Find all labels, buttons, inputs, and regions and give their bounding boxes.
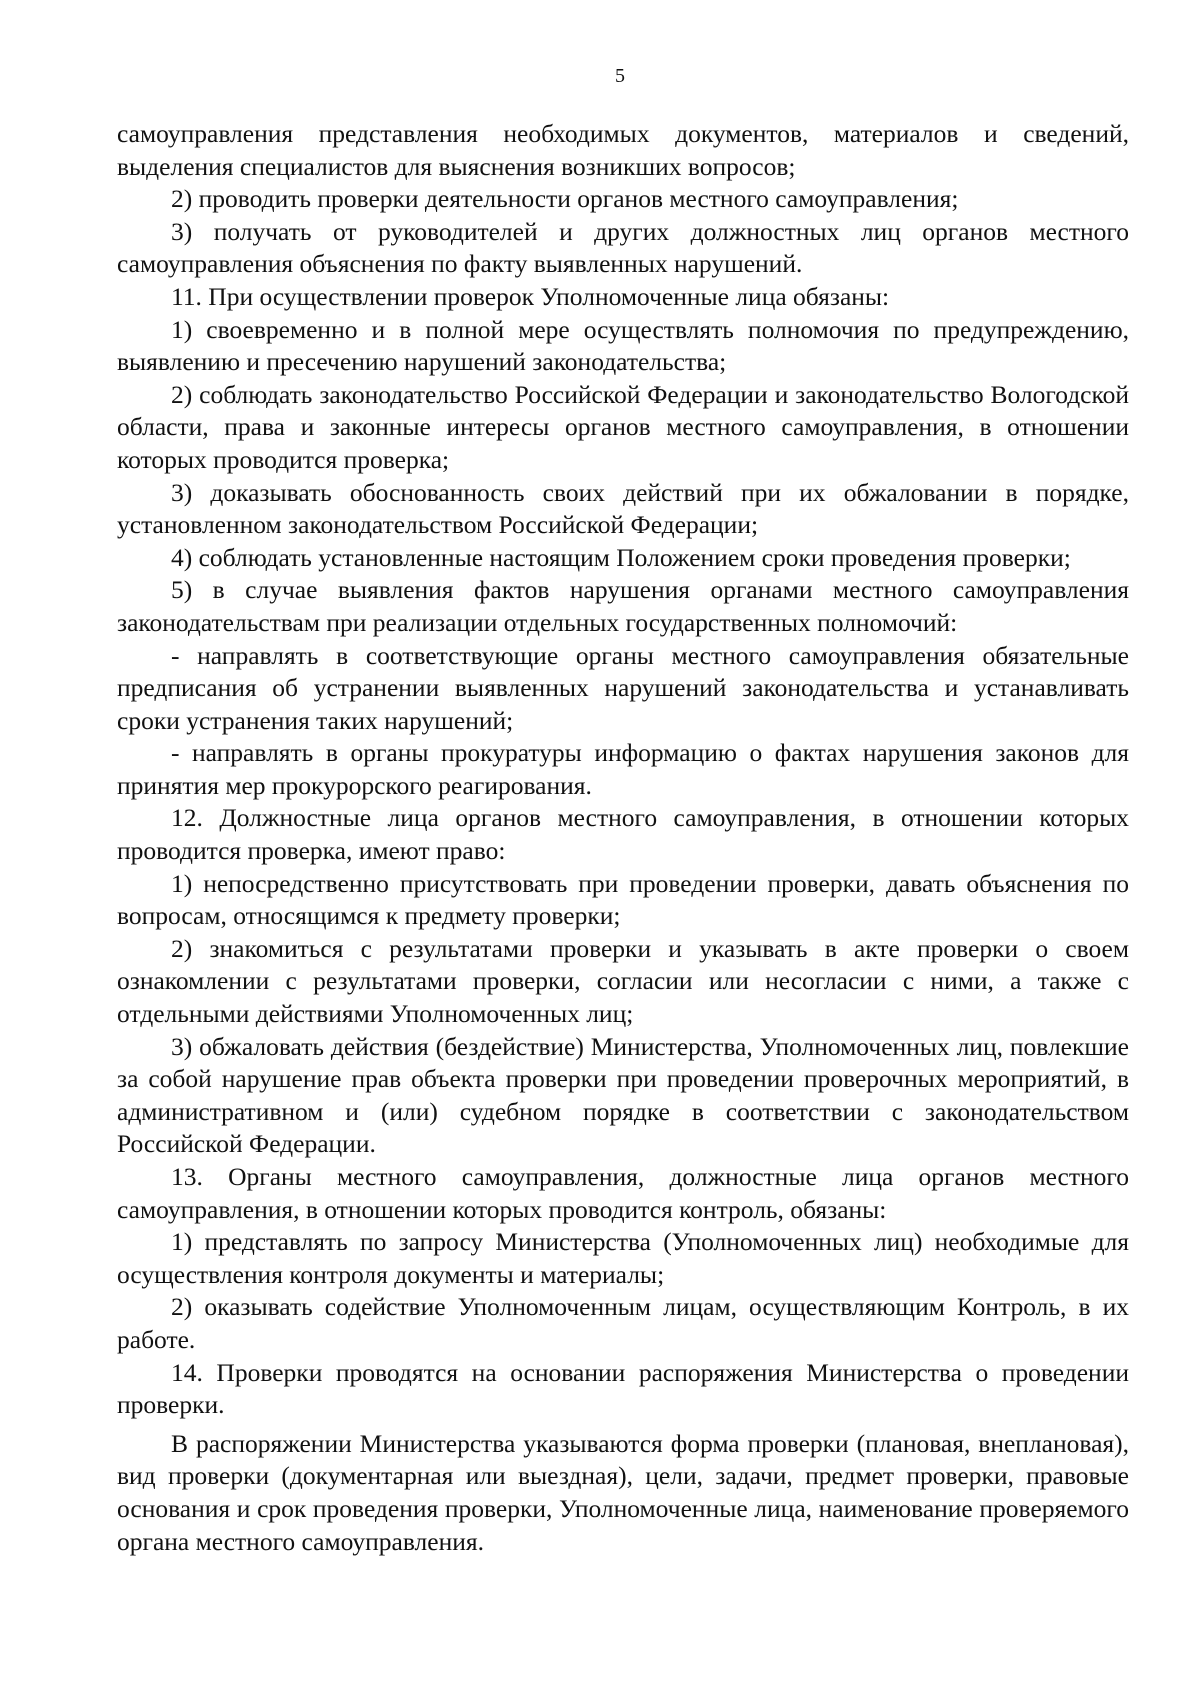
paragraph: В распоряжении Министерства указываются форма проверки (плановая, внеплановая), вид проверки (документарная или выездная), цели, задачи, предмет проверки, правовые основания и срок проведения проверки, Уполномоченные лица, наименование проверяемого органа местного самоуправления. xyxy=(117,1428,1129,1556)
paragraph: 4) соблюдать установленные настоящим Положением сроки проведения проверки; xyxy=(171,542,1071,572)
paragraph: 5) в случае выявления фактов нарушения органами местного самоуправления законодательствам при реализации отдельных государственных полномочий: xyxy=(117,575,1129,637)
page-number: 5 xyxy=(615,65,625,87)
paragraph: 3) обжаловать действия (бездействие) Министерства, Уполномоченных лиц, повлекшие за собой нарушение прав объекта проверки при проведении проверочных мероприятий, в административном и (или) судебном порядке в соответствии с законодательством Российской Федерации. xyxy=(117,1031,1129,1159)
paragraph: 11. При осуществлении проверок Уполномоченные лица обязаны: xyxy=(171,281,890,311)
paragraph: 2) оказывать содействие Уполномоченным лицам, осуществляющим Контроль, в их работе. xyxy=(117,1292,1129,1354)
paragraph: самоуправления представления необходимых документов, материалов и сведений, выделения специалистов для выяснения возникших вопросов; xyxy=(117,119,1129,181)
paragraph: 1) своевременно и в полной мере осуществлять полномочия по предупреждению, выявлению и пресечению нарушений законодательства; xyxy=(117,314,1129,377)
paragraph: - направлять в соответствующие органы местного самоуправления обязательные предписания об устранении выявленных нарушений законодательства и устанавливать сроки устранения таких нарушений; xyxy=(117,640,1129,735)
paragraph: 2) соблюдать законодательство Российской Федерации и законодательство Вологодской области, права и законные интересы органов местного самоуправления, в отношении которых проводится проверка; xyxy=(117,379,1129,474)
paragraph: 12. Должностные лица органов местного самоуправления, в отношении которых проводится проверка, имеют право: xyxy=(117,803,1129,866)
paragraph: - направлять в органы прокуратуры информацию о фактах нарушения законов для принятия мер прокурорского реагирования. xyxy=(117,738,1129,800)
paragraph: 3) доказывать обоснованность своих действий при их обжаловании в порядке, установленном законодательством Российской Федерации; xyxy=(117,477,1129,540)
paragraph: 1) непосредственно присутствовать при проведении проверки, давать объяснения по вопросам, относящимся к предмету проверки; xyxy=(117,868,1129,931)
paragraph: 2) проводить проверки деятельности органов местного самоуправления; xyxy=(171,184,959,214)
paragraph: 3) получать от руководителей и других должностных лиц органов местного самоуправления объяснения по факту выявленных нарушений. xyxy=(117,216,1129,279)
paragraph: 14. Проверки проводятся на основании распоряжения Министерства о проведении проверки. xyxy=(117,1357,1129,1420)
document-body xyxy=(117,118,1129,1558)
paragraph: 13. Органы местного самоуправления, должностные лица органов местного самоуправления, в отношении которых проводится контроль, обязаны: xyxy=(117,1162,1129,1224)
paragraph: 2) знакомиться с результатами проверки и указывать в акте проверки о своем ознакомлении с результатами проверки, согласии или несогласии с ними, а также с отдельными действиями Уполномоченных лиц; xyxy=(117,933,1129,1029)
paragraph: 1) представлять по запросу Министерства (Уполномоченных лиц) необходимые для осуществления контроля документы и материалы; xyxy=(117,1227,1129,1289)
